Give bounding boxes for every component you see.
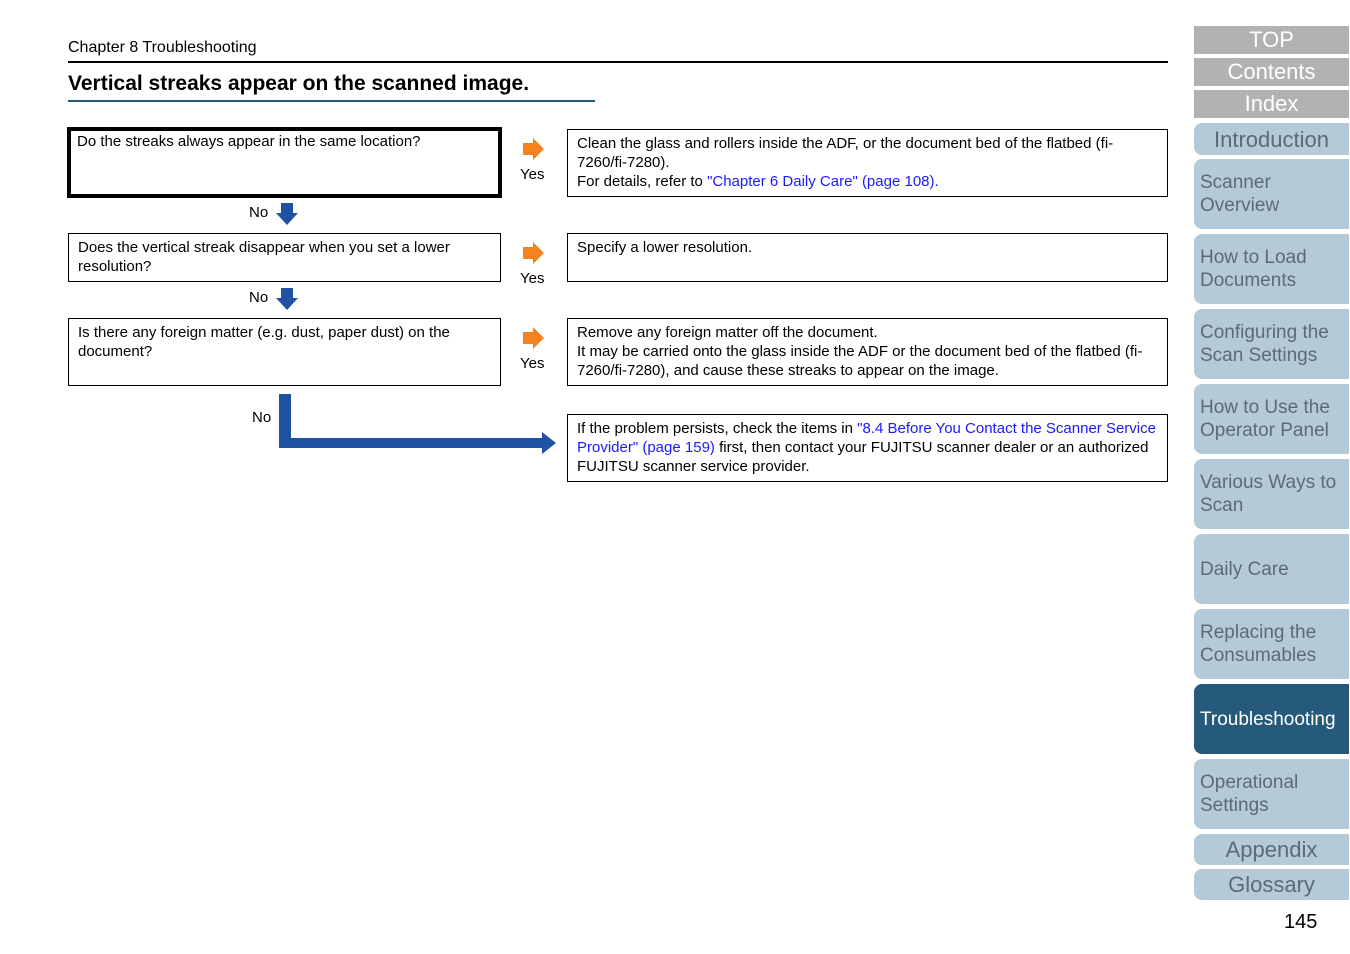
- answer-box-2: [567, 233, 1168, 282]
- tab-introduction[interactable]: Introduction: [1194, 123, 1349, 155]
- final-text-prefix: If the problem persists, check the items in: [577, 420, 858, 437]
- no-label: No: [252, 409, 272, 426]
- chapter-rule: [68, 61, 1168, 63]
- index-button[interactable]: Index: [1194, 90, 1349, 118]
- answer-1-text: Clean the glass and rollers inside the ADF, or the document bed of the flatbed (fi-7260/fi-7280).: [577, 135, 1114, 171]
- tab-glossary[interactable]: Glossary: [1194, 869, 1349, 900]
- question-box-1: [67, 127, 502, 198]
- chapter-heading: Chapter 8 Troubleshooting: [68, 39, 257, 56]
- question-1-text: Do the streaks always appear in the same location?: [77, 133, 421, 150]
- answer-3-text: Remove any foreign matter off the document.: [577, 324, 878, 341]
- yes-label: Yes: [520, 355, 545, 372]
- question-2-text: Does the vertical streak disappear when you set a lower resolution?: [78, 239, 450, 275]
- no-elbow-arrow-icon: [276, 392, 560, 458]
- yes-label: Yes: [520, 166, 545, 183]
- top-button[interactable]: TOP: [1194, 26, 1349, 54]
- yes-arrow-icon: [523, 138, 544, 160]
- tab-replacing-consumables[interactable]: Replacing the Consumables: [1194, 609, 1349, 679]
- title-underline: [68, 100, 595, 102]
- contents-button[interactable]: Contents: [1194, 58, 1349, 86]
- contact-provider-link[interactable]: "8.4 Before You Contact the Scanner Service Provider" (page 159): [577, 420, 1156, 456]
- answer-3-detail: It may be carried onto the glass inside the ADF or the document bed of the flatbed (fi-7260/fi-7280), and cause these streaks to appear on the image.: [577, 343, 1143, 379]
- final-answer-box: [567, 414, 1168, 482]
- answer-box-3: [567, 318, 1168, 386]
- no-label: No: [249, 204, 269, 221]
- no-arrow-down-icon: [276, 288, 298, 310]
- no-arrow-down-icon: [276, 203, 298, 225]
- tab-operator-panel[interactable]: How to Use the Operator Panel: [1194, 384, 1349, 454]
- page-title: Vertical streaks appear on the scanned image.: [68, 72, 530, 95]
- final-text-suffix: first, then contact your FUJITSU scanner dealer or an authorized FUJITSU scanner service provider.: [577, 439, 1149, 475]
- tab-configuring-scan-settings[interactable]: Configuring the Scan Settings: [1194, 309, 1349, 379]
- no-label: No: [249, 289, 269, 306]
- yes-label: Yes: [520, 270, 545, 287]
- page-number: 145: [1284, 911, 1318, 933]
- tab-scanner-overview[interactable]: Scanner Overview: [1194, 159, 1349, 229]
- yes-arrow-icon: [523, 327, 544, 349]
- tab-appendix[interactable]: Appendix: [1194, 834, 1349, 865]
- daily-care-link[interactable]: "Chapter 6 Daily Care" (page 108).: [707, 173, 939, 190]
- tab-troubleshooting[interactable]: Troubleshooting: [1194, 684, 1349, 754]
- yes-arrow-icon: [523, 242, 544, 264]
- tab-how-to-load-documents[interactable]: How to Load Documents: [1194, 234, 1349, 304]
- answer-2-text: Specify a lower resolution.: [577, 239, 753, 256]
- question-3-text: Is there any foreign matter (e.g. dust, paper dust) on the document?: [78, 324, 450, 360]
- question-box-3: [68, 318, 501, 386]
- answer-box-1: [567, 129, 1168, 197]
- tab-daily-care[interactable]: Daily Care: [1194, 534, 1349, 604]
- tab-various-ways-to-scan[interactable]: Various Ways to Scan: [1194, 459, 1349, 529]
- question-box-2: [68, 233, 501, 282]
- tab-operational-settings[interactable]: Operational Settings: [1194, 759, 1349, 829]
- answer-1-refer: For details, refer to: [577, 173, 708, 190]
